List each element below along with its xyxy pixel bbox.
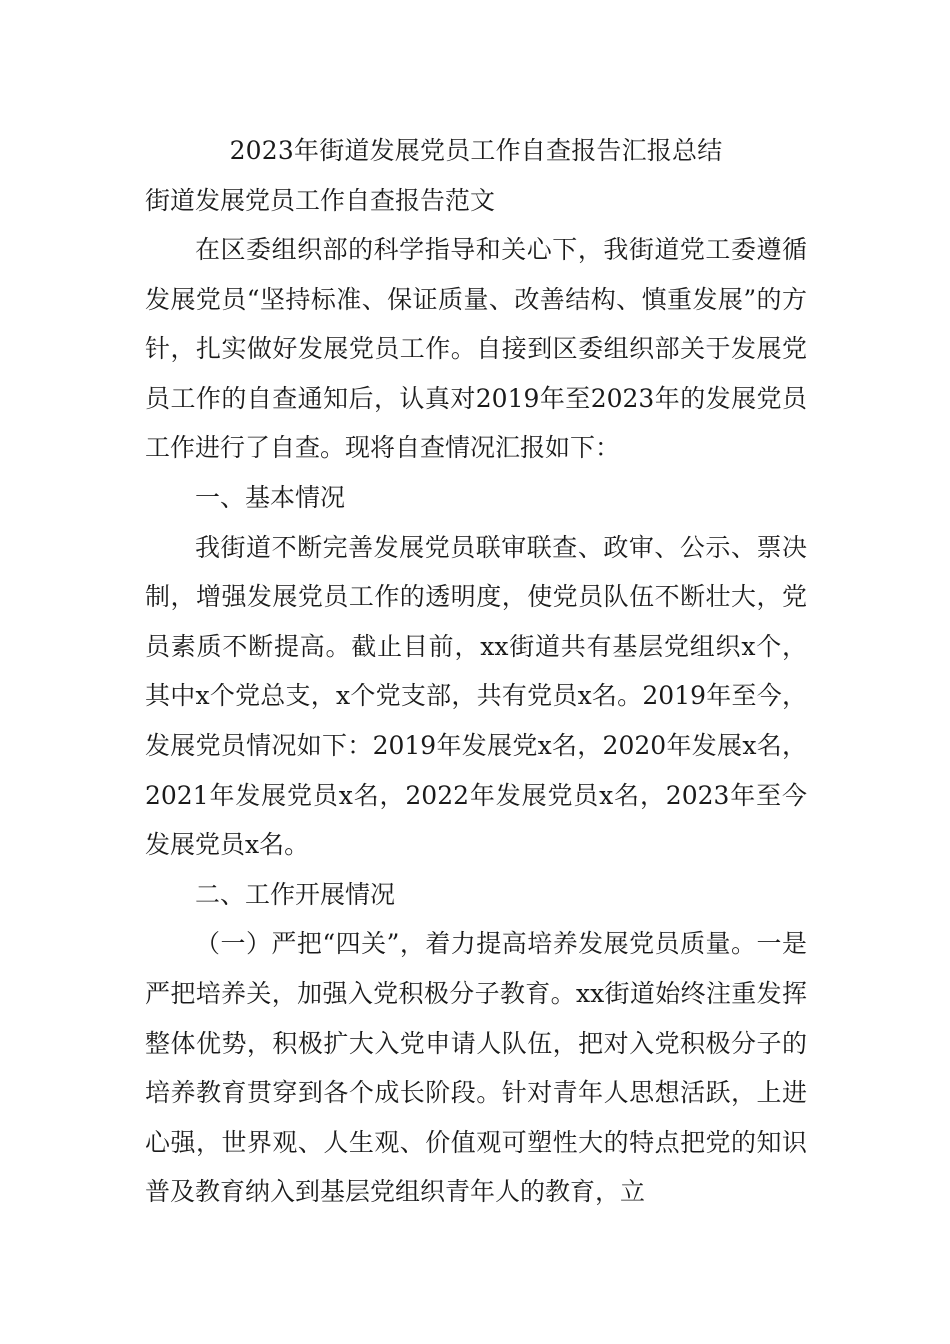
section-heading-basic-situation: 一、基本情况 <box>195 482 346 512</box>
document-subtitle: 街道发展党员工作自查报告范文 <box>145 186 496 215</box>
section-heading-work-progress: 二、工作开展情况 <box>195 879 396 909</box>
intro-paragraph: 在区委组织部的科学指导和关心下，我街道党工委遵循发展党员“坚持标准、保证质量、改善结构、慎重发展”的方针，扎实做好发展党员工作。自接到区委组织部关于发展党员工作的自查通知后，认真对2019年至2023年的发展党员工作进行了自查。现将自查情况汇报如下： <box>145 235 807 463</box>
work-progress-paragraph: （一）严把“四关”，着力提高培养发展党员质量。一是严把培养关，加强入党积极分子教育。xx街道始终注重发挥整体优势，积极扩大入党申请人队伍，把对入党积极分子的培养教育贯穿到各个成长阶段。针对青年人思想活跃，上进心强，世界观、人生观、价值观可塑性大的特点把党的知识普及教育纳入到基层党组织青年人的教育，立 <box>145 929 807 1207</box>
document-title: 2023年街道发展党员工作自查报告汇报总结 <box>229 136 723 165</box>
basic-situation-paragraph: 我街道不断完善发展党员联审联查、政审、公示、票决制，增强发展党员工作的透明度，使党员队伍不断壮大，党员素质不断提高。截止目前，xx街道共有基层党组织x个，其中x个党总支，x个党支部，共有党员x名。2019年至今，发展党员情况如下：2019年发展党x名，2020年发展x名，2021年发展党员x名，2022年发展党员x名，2023年至今发展党员x名。 <box>145 532 807 860</box>
document-body <box>145 126 807 1217</box>
